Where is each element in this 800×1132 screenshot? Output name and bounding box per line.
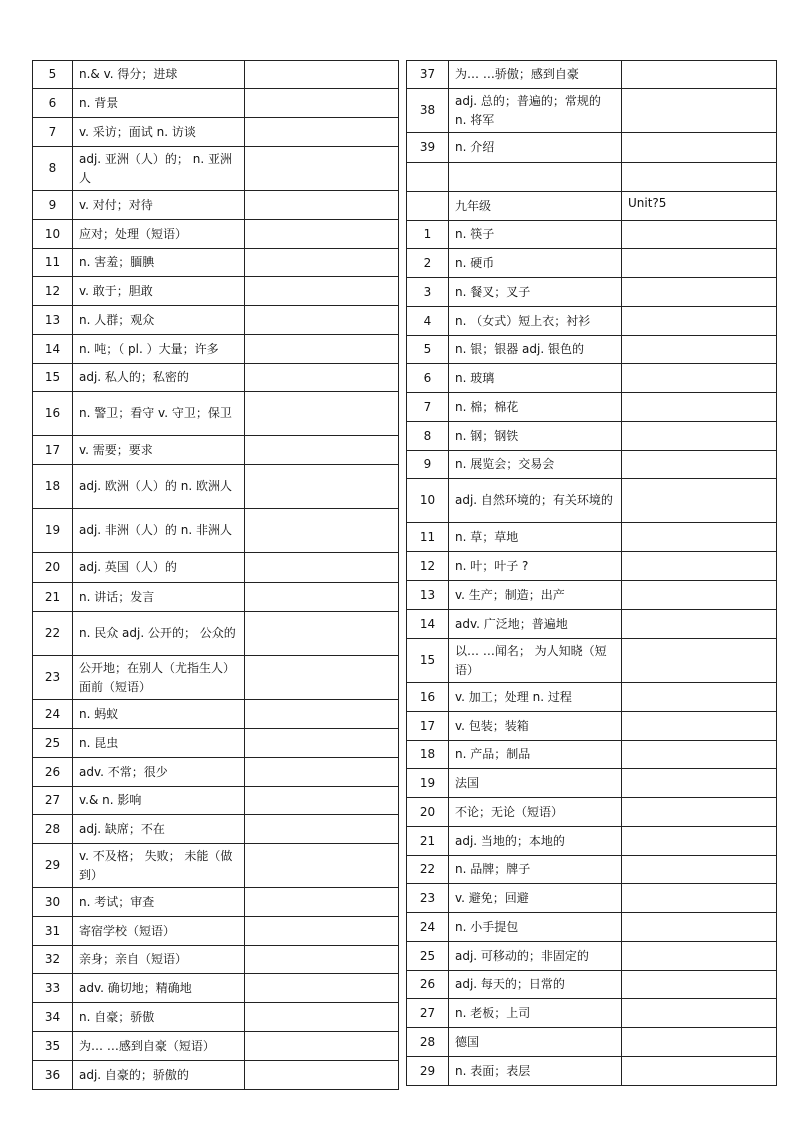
answer-cell bbox=[622, 798, 777, 827]
vocab-table-right bbox=[406, 60, 777, 1086]
row-number: 29 bbox=[33, 844, 73, 888]
row-number: 13 bbox=[33, 306, 73, 335]
definition-cell: n. 背景 bbox=[73, 89, 245, 118]
row-number: 12 bbox=[407, 552, 449, 581]
definition-cell: n.& v. 得分；进球 bbox=[73, 61, 245, 89]
row-number: 20 bbox=[407, 798, 449, 827]
table-row bbox=[407, 1028, 777, 1057]
definition-cell: adj. 每天的；日常的 bbox=[449, 971, 622, 999]
table-row bbox=[407, 581, 777, 610]
answer-cell bbox=[245, 335, 399, 364]
answer-cell bbox=[622, 856, 777, 884]
row-number: 31 bbox=[33, 917, 73, 946]
table-row bbox=[33, 249, 399, 277]
answer-cell bbox=[245, 583, 399, 612]
answer-cell bbox=[622, 307, 777, 336]
definition-cell: n. 展览会；交易会 bbox=[449, 451, 622, 479]
answer-cell bbox=[245, 974, 399, 1003]
answer-cell bbox=[245, 191, 399, 220]
answer-cell bbox=[245, 147, 399, 191]
definition-cell: adv. 广泛地；普遍地 bbox=[449, 610, 622, 639]
table-row bbox=[33, 436, 399, 465]
table-row bbox=[33, 1003, 399, 1032]
row-number: 19 bbox=[33, 509, 73, 553]
table-row bbox=[407, 971, 777, 999]
row-number: 2 bbox=[407, 249, 449, 278]
row-number: 28 bbox=[407, 1028, 449, 1057]
definition-cell: n. 品牌；牌子 bbox=[449, 856, 622, 884]
definition-cell: n. 棉；棉花 bbox=[449, 393, 622, 422]
row-number: 11 bbox=[33, 249, 73, 277]
row-number: 12 bbox=[33, 277, 73, 306]
definition-cell: adj. 可移动的；非固定的 bbox=[449, 942, 622, 971]
table-row bbox=[407, 913, 777, 942]
row-number: 22 bbox=[33, 612, 73, 656]
answer-cell bbox=[245, 249, 399, 277]
table-row bbox=[407, 364, 777, 393]
answer-cell bbox=[245, 392, 399, 436]
definition-cell: adj. 缺席；不在 bbox=[73, 815, 245, 844]
answer-cell: Unit?5 bbox=[622, 192, 777, 221]
table-row bbox=[407, 827, 777, 856]
answer-cell bbox=[622, 971, 777, 999]
answer-cell bbox=[245, 89, 399, 118]
vocab-table-left bbox=[32, 60, 399, 1090]
table-row bbox=[33, 191, 399, 220]
row-number: 35 bbox=[33, 1032, 73, 1061]
table-row bbox=[407, 683, 777, 712]
definition-cell: adv. 不常；很少 bbox=[73, 758, 245, 787]
table-row bbox=[407, 278, 777, 307]
answer-cell bbox=[245, 844, 399, 888]
definition-cell: 为… …感到自豪（短语） bbox=[73, 1032, 245, 1061]
answer-cell bbox=[245, 61, 399, 89]
row-number: 15 bbox=[407, 639, 449, 683]
definition-cell: adj. 总的；普遍的；常规的 n. 将军 bbox=[449, 89, 622, 133]
answer-cell bbox=[622, 61, 777, 89]
table-row bbox=[407, 393, 777, 422]
answer-cell bbox=[245, 306, 399, 335]
row-number: 9 bbox=[407, 451, 449, 479]
table-row bbox=[33, 509, 399, 553]
answer-cell bbox=[622, 1057, 777, 1086]
row-number: 38 bbox=[407, 89, 449, 133]
answer-cell bbox=[622, 610, 777, 639]
row-number: 3 bbox=[407, 278, 449, 307]
table-row bbox=[33, 335, 399, 364]
definition-cell: v. 不及格； 失败； 未能（做到） bbox=[73, 844, 245, 888]
definition-cell: 应对；处理（短语） bbox=[73, 220, 245, 249]
definition-cell: n. 银；银器 adj. 银色的 bbox=[449, 336, 622, 364]
answer-cell bbox=[622, 683, 777, 712]
definition-cell: v. 敢于；胆敢 bbox=[73, 277, 245, 306]
definition-cell: n. 筷子 bbox=[449, 221, 622, 249]
row-number: 7 bbox=[33, 118, 73, 147]
row-number: 16 bbox=[407, 683, 449, 712]
row-number: 15 bbox=[33, 364, 73, 392]
answer-cell bbox=[245, 553, 399, 583]
row-number: 32 bbox=[33, 946, 73, 974]
definition-cell: adj. 英国（人）的 bbox=[73, 553, 245, 583]
definition-cell: 为… …骄傲；感到自豪 bbox=[449, 61, 622, 89]
table-row bbox=[407, 712, 777, 741]
table-row bbox=[33, 392, 399, 436]
row-number: 26 bbox=[33, 758, 73, 787]
row-number: 8 bbox=[33, 147, 73, 191]
row-number: 1 bbox=[407, 221, 449, 249]
definition-cell: n. 昆虫 bbox=[73, 729, 245, 758]
answer-cell bbox=[622, 221, 777, 249]
definition-cell: v. 加工；处理 n. 过程 bbox=[449, 683, 622, 712]
row-number: 26 bbox=[407, 971, 449, 999]
table-row bbox=[33, 465, 399, 509]
answer-cell bbox=[622, 393, 777, 422]
answer-cell bbox=[245, 612, 399, 656]
answer-cell bbox=[622, 364, 777, 393]
row-number: 21 bbox=[407, 827, 449, 856]
table-row bbox=[33, 844, 399, 888]
definition-cell: adj. 非洲（人）的 n. 非洲人 bbox=[73, 509, 245, 553]
definition-cell: v. 避免；回避 bbox=[449, 884, 622, 913]
definition-cell: v. 包装；装箱 bbox=[449, 712, 622, 741]
definition-cell: v. 需要；要求 bbox=[73, 436, 245, 465]
answer-cell bbox=[245, 364, 399, 392]
table-row bbox=[33, 89, 399, 118]
row-number: 19 bbox=[407, 769, 449, 798]
answer-cell bbox=[622, 89, 777, 133]
table-row bbox=[407, 856, 777, 884]
row-number: 5 bbox=[407, 336, 449, 364]
row-number: 36 bbox=[33, 1061, 73, 1090]
definition-cell: n. 钢；钢铁 bbox=[449, 422, 622, 451]
table-row bbox=[407, 769, 777, 798]
definition-cell: 寄宿学校（短语） bbox=[73, 917, 245, 946]
definition-cell: 公开地；在别人（尤指生人）面前（短语） bbox=[73, 656, 245, 700]
definition-cell: 亲身；亲自（短语） bbox=[73, 946, 245, 974]
answer-cell bbox=[622, 741, 777, 769]
definition-cell: n. 介绍 bbox=[449, 133, 622, 163]
table-row bbox=[407, 639, 777, 683]
definition-cell: adj. 亚洲（人）的； n. 亚洲人 bbox=[73, 147, 245, 191]
row-number: 23 bbox=[407, 884, 449, 913]
definition-cell: adj. 自豪的；骄傲的 bbox=[73, 1061, 245, 1090]
answer-cell bbox=[245, 277, 399, 306]
row-number bbox=[407, 192, 449, 221]
answer-cell bbox=[622, 422, 777, 451]
answer-cell bbox=[622, 639, 777, 683]
answer-cell bbox=[622, 913, 777, 942]
table-row bbox=[407, 89, 777, 133]
row-number: 34 bbox=[33, 1003, 73, 1032]
table-row bbox=[33, 118, 399, 147]
table-row bbox=[407, 884, 777, 913]
definition-cell: adj. 私人的；私密的 bbox=[73, 364, 245, 392]
answer-cell bbox=[245, 917, 399, 946]
table-row bbox=[33, 946, 399, 974]
definition-cell: n. 民众 adj. 公开的； 公众的 bbox=[73, 612, 245, 656]
table-row bbox=[407, 307, 777, 336]
row-number: 17 bbox=[33, 436, 73, 465]
definition-cell: 以… …闻名； 为人知晓（短语） bbox=[449, 639, 622, 683]
definition-cell: n. 叶；叶子 ? bbox=[449, 552, 622, 581]
row-number: 22 bbox=[407, 856, 449, 884]
answer-cell bbox=[622, 336, 777, 364]
table-row bbox=[33, 815, 399, 844]
answer-cell bbox=[622, 712, 777, 741]
definition-cell: 不论；无论（短语） bbox=[449, 798, 622, 827]
table-row bbox=[407, 1057, 777, 1086]
table-row bbox=[33, 61, 399, 89]
row-number: 30 bbox=[33, 888, 73, 917]
row-number: 29 bbox=[407, 1057, 449, 1086]
table-row bbox=[33, 553, 399, 583]
answer-cell bbox=[245, 946, 399, 974]
row-number: 27 bbox=[33, 787, 73, 815]
answer-cell bbox=[622, 1028, 777, 1057]
table-row bbox=[407, 221, 777, 249]
table-row bbox=[33, 787, 399, 815]
answer-cell bbox=[245, 888, 399, 917]
definition-cell: n. 餐叉；叉子 bbox=[449, 278, 622, 307]
row-number: 17 bbox=[407, 712, 449, 741]
table-row bbox=[407, 422, 777, 451]
table-row bbox=[407, 552, 777, 581]
table-row bbox=[33, 1061, 399, 1090]
definition-cell: v. 采访；面试 n. 访谈 bbox=[73, 118, 245, 147]
row-number: 37 bbox=[407, 61, 449, 89]
definition-cell: n. 人群；观众 bbox=[73, 306, 245, 335]
table-row bbox=[33, 974, 399, 1003]
table-row bbox=[33, 612, 399, 656]
row-number: 33 bbox=[33, 974, 73, 1003]
answer-cell bbox=[622, 884, 777, 913]
definition-cell: adj. 自然环境的；有关环境的 bbox=[449, 479, 622, 523]
row-number: 25 bbox=[33, 729, 73, 758]
table-row bbox=[407, 249, 777, 278]
table-row bbox=[407, 479, 777, 523]
definition-cell: adj. 当地的；本地的 bbox=[449, 827, 622, 856]
answer-cell bbox=[245, 729, 399, 758]
definition-cell: n. 考试；审查 bbox=[73, 888, 245, 917]
row-number: 21 bbox=[33, 583, 73, 612]
table-row bbox=[33, 758, 399, 787]
table-row bbox=[33, 306, 399, 335]
table-row bbox=[33, 1032, 399, 1061]
row-number: 39 bbox=[407, 133, 449, 163]
definition-cell: n. 产品；制品 bbox=[449, 741, 622, 769]
table-row bbox=[33, 917, 399, 946]
row-number: 24 bbox=[407, 913, 449, 942]
table-row bbox=[407, 61, 777, 89]
row-number: 16 bbox=[33, 392, 73, 436]
table-row bbox=[407, 451, 777, 479]
table-row bbox=[407, 336, 777, 364]
definition-cell: v. 对付；对待 bbox=[73, 191, 245, 220]
answer-cell bbox=[622, 249, 777, 278]
row-number: 11 bbox=[407, 523, 449, 552]
table-row bbox=[407, 610, 777, 639]
row-number: 7 bbox=[407, 393, 449, 422]
definition-cell: n. 草；草地 bbox=[449, 523, 622, 552]
answer-cell bbox=[622, 769, 777, 798]
table-row bbox=[33, 277, 399, 306]
table-row bbox=[33, 656, 399, 700]
answer-cell bbox=[245, 787, 399, 815]
definition-cell: n. 吨；（ pl. ）大量；许多 bbox=[73, 335, 245, 364]
answer-cell bbox=[622, 133, 777, 163]
definition-cell: n. 蚂蚁 bbox=[73, 700, 245, 729]
row-number: 13 bbox=[407, 581, 449, 610]
row-number: 20 bbox=[33, 553, 73, 583]
answer-cell bbox=[622, 163, 777, 192]
answer-cell bbox=[245, 1061, 399, 1090]
answer-cell bbox=[245, 815, 399, 844]
definition-cell: n. 自豪；骄傲 bbox=[73, 1003, 245, 1032]
row-number: 23 bbox=[33, 656, 73, 700]
answer-cell bbox=[245, 118, 399, 147]
row-number: 8 bbox=[407, 422, 449, 451]
table-row bbox=[407, 133, 777, 163]
table-row bbox=[407, 192, 777, 221]
answer-cell bbox=[245, 700, 399, 729]
definition-cell: 九年级 bbox=[449, 192, 622, 221]
table-row bbox=[33, 583, 399, 612]
definition-cell: n. 讲话；发言 bbox=[73, 583, 245, 612]
answer-cell bbox=[622, 552, 777, 581]
answer-cell bbox=[622, 999, 777, 1028]
answer-cell bbox=[622, 942, 777, 971]
row-number: 6 bbox=[33, 89, 73, 118]
row-number: 5 bbox=[33, 61, 73, 89]
definition-cell: adj. 欧洲（人）的 n. 欧洲人 bbox=[73, 465, 245, 509]
answer-cell bbox=[622, 451, 777, 479]
row-number: 9 bbox=[33, 191, 73, 220]
row-number: 10 bbox=[407, 479, 449, 523]
table-row bbox=[33, 888, 399, 917]
table-row bbox=[33, 147, 399, 191]
table-row bbox=[33, 220, 399, 249]
table-row bbox=[407, 798, 777, 827]
definition-cell: n. 硬币 bbox=[449, 249, 622, 278]
row-number bbox=[407, 163, 449, 192]
answer-cell bbox=[245, 1003, 399, 1032]
row-number: 14 bbox=[407, 610, 449, 639]
definition-cell bbox=[449, 163, 622, 192]
row-number: 14 bbox=[33, 335, 73, 364]
definition-cell: n. 老板；上司 bbox=[449, 999, 622, 1028]
definition-cell: n. 警卫；看守 v. 守卫；保卫 bbox=[73, 392, 245, 436]
answer-cell bbox=[622, 827, 777, 856]
definition-cell: n. （女式）短上衣；衬衫 bbox=[449, 307, 622, 336]
answer-cell bbox=[245, 465, 399, 509]
definition-cell: n. 玻璃 bbox=[449, 364, 622, 393]
row-number: 24 bbox=[33, 700, 73, 729]
row-number: 18 bbox=[33, 465, 73, 509]
row-number: 27 bbox=[407, 999, 449, 1028]
row-number: 25 bbox=[407, 942, 449, 971]
answer-cell bbox=[245, 758, 399, 787]
row-number: 6 bbox=[407, 364, 449, 393]
table-row bbox=[407, 999, 777, 1028]
row-number: 18 bbox=[407, 741, 449, 769]
definition-cell: 法国 bbox=[449, 769, 622, 798]
answer-cell bbox=[622, 479, 777, 523]
answer-cell bbox=[622, 523, 777, 552]
answer-cell bbox=[245, 220, 399, 249]
answer-cell bbox=[245, 436, 399, 465]
table-row bbox=[33, 700, 399, 729]
row-number: 10 bbox=[33, 220, 73, 249]
answer-cell bbox=[622, 278, 777, 307]
table-row bbox=[407, 523, 777, 552]
definition-cell: v. 生产；制造；出产 bbox=[449, 581, 622, 610]
row-number: 4 bbox=[407, 307, 449, 336]
row-number: 28 bbox=[33, 815, 73, 844]
answer-cell bbox=[245, 1032, 399, 1061]
definition-cell: v.& n. 影响 bbox=[73, 787, 245, 815]
definition-cell: 德国 bbox=[449, 1028, 622, 1057]
table-row bbox=[407, 942, 777, 971]
definition-cell: n. 小手提包 bbox=[449, 913, 622, 942]
definition-cell: n. 害羞；腼腆 bbox=[73, 249, 245, 277]
answer-cell bbox=[245, 509, 399, 553]
table-row bbox=[407, 163, 777, 192]
definition-cell: adv. 确切地；精确地 bbox=[73, 974, 245, 1003]
table-row bbox=[407, 741, 777, 769]
table-row bbox=[33, 729, 399, 758]
table-row bbox=[33, 364, 399, 392]
definition-cell: n. 表面；表层 bbox=[449, 1057, 622, 1086]
answer-cell bbox=[245, 656, 399, 700]
answer-cell bbox=[622, 581, 777, 610]
